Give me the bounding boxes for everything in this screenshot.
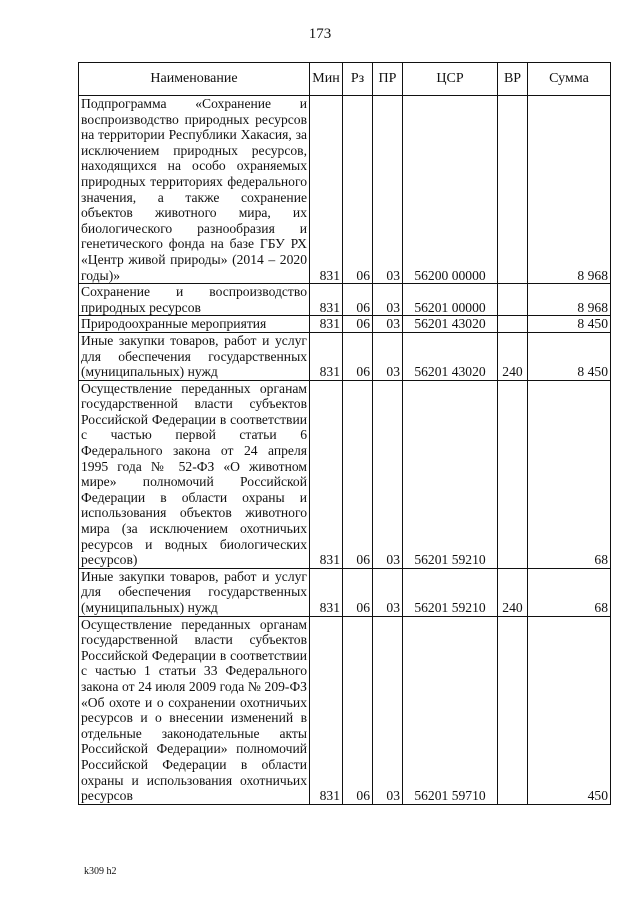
- row-rz: 06: [343, 380, 373, 568]
- row-vr: [498, 380, 528, 568]
- row-csr: 56201 59710: [403, 616, 498, 804]
- table-header-row: [79, 63, 611, 96]
- row-pr: 03: [373, 332, 403, 380]
- row-csr: 56200 00000: [403, 96, 498, 284]
- row-csr: 56201 00000: [403, 284, 498, 316]
- row-name: Иные закупки товаров, работ и услуг для обеспечения государственных (муниципальных) нужд: [79, 568, 310, 616]
- row-pr: 03: [373, 568, 403, 616]
- row-vr: [498, 96, 528, 284]
- row-rz: 06: [343, 568, 373, 616]
- row-min: 831: [310, 332, 343, 380]
- row-sum: 450: [528, 616, 611, 804]
- row-pr: 03: [373, 96, 403, 284]
- row-sum: 8 968: [528, 284, 611, 316]
- row-pr: 03: [373, 616, 403, 804]
- row-name: Осуществление переданных органам государственной власти субъектов Российской Федерации в соответствии с частью 1 статьи 33 Федерального закона от 24 июля 2009 года № 209-ФЗ «Об охоте и о сохранении охотничьих ресурсов и о внесении изменений в отдельные законодательные акты Российской Федерации» полномочий Российской Федерации в области охраны и использования охотничьих ресурсов: [79, 616, 310, 804]
- row-pr: 03: [373, 284, 403, 316]
- row-pr: 03: [373, 380, 403, 568]
- row-sum: 8 450: [528, 316, 611, 333]
- row-min: 831: [310, 96, 343, 284]
- row-name: Природоохранные мероприятия: [79, 316, 310, 333]
- table-row: [79, 96, 611, 284]
- header-vr: ВР: [498, 63, 528, 96]
- row-rz: 06: [343, 284, 373, 316]
- header-min: Мин: [310, 63, 343, 96]
- row-sum: 68: [528, 380, 611, 568]
- row-vr: [498, 284, 528, 316]
- row-min: 831: [310, 568, 343, 616]
- row-vr: 240: [498, 332, 528, 380]
- row-sum: 68: [528, 568, 611, 616]
- header-name: Наименование: [79, 63, 310, 96]
- header-sum: Сумма: [528, 63, 611, 96]
- header-rz: Рз: [343, 63, 373, 96]
- row-name: Иные закупки товаров, работ и услуг для обеспечения государственных (муниципальных) нужд: [79, 332, 310, 380]
- row-rz: 06: [343, 316, 373, 333]
- row-csr: 56201 59210: [403, 568, 498, 616]
- header-pr: ПР: [373, 63, 403, 96]
- row-vr: 240: [498, 568, 528, 616]
- row-rz: 06: [343, 96, 373, 284]
- table-row: [79, 568, 611, 616]
- row-sum: 8 450: [528, 332, 611, 380]
- row-name: Осуществление переданных органам государственной власти субъектов Российской Федерации в соответствии с частью первой статьи 6 Федерального закона от 24 апреля 1995 года № 52-ФЗ «О животном мире» полномочий Российской Федерации в области охраны и использования объектов животного мира (за исключением охотничьих ресурсов и водных биологических ресурсов): [79, 380, 310, 568]
- row-csr: 56201 59210: [403, 380, 498, 568]
- row-sum: 8 968: [528, 96, 611, 284]
- header-csr: ЦСР: [403, 63, 498, 96]
- row-csr: 56201 43020: [403, 332, 498, 380]
- budget-table: [78, 62, 611, 805]
- row-name: Подпрограмма «Сохранение и воспроизводство природных ресурсов на территории Республики Хакасия, за исключением природных ресурсов, находящихся на особо охраняемых природных территориях федерального значения, а также сохранение объектов животного мира, их биологического разнообразия и генетического фонда на базе ГБУ РХ «Центр живой природы» (2014 – 2020 годы)»: [79, 96, 310, 284]
- row-pr: 03: [373, 316, 403, 333]
- row-min: 831: [310, 616, 343, 804]
- row-csr: 56201 43020: [403, 316, 498, 333]
- table-row: [79, 616, 611, 804]
- row-name: Сохранение и воспроизводство природных ресурсов: [79, 284, 310, 316]
- table-row: [79, 380, 611, 568]
- row-vr: [498, 616, 528, 804]
- table-row: [79, 316, 611, 333]
- row-min: 831: [310, 316, 343, 333]
- row-min: 831: [310, 284, 343, 316]
- row-vr: [498, 316, 528, 333]
- table-row: [79, 284, 611, 316]
- row-rz: 06: [343, 616, 373, 804]
- row-rz: 06: [343, 332, 373, 380]
- footer-code: k309 h2: [84, 866, 117, 877]
- page-number: 173: [308, 26, 332, 42]
- table-row: [79, 332, 611, 380]
- row-min: 831: [310, 380, 343, 568]
